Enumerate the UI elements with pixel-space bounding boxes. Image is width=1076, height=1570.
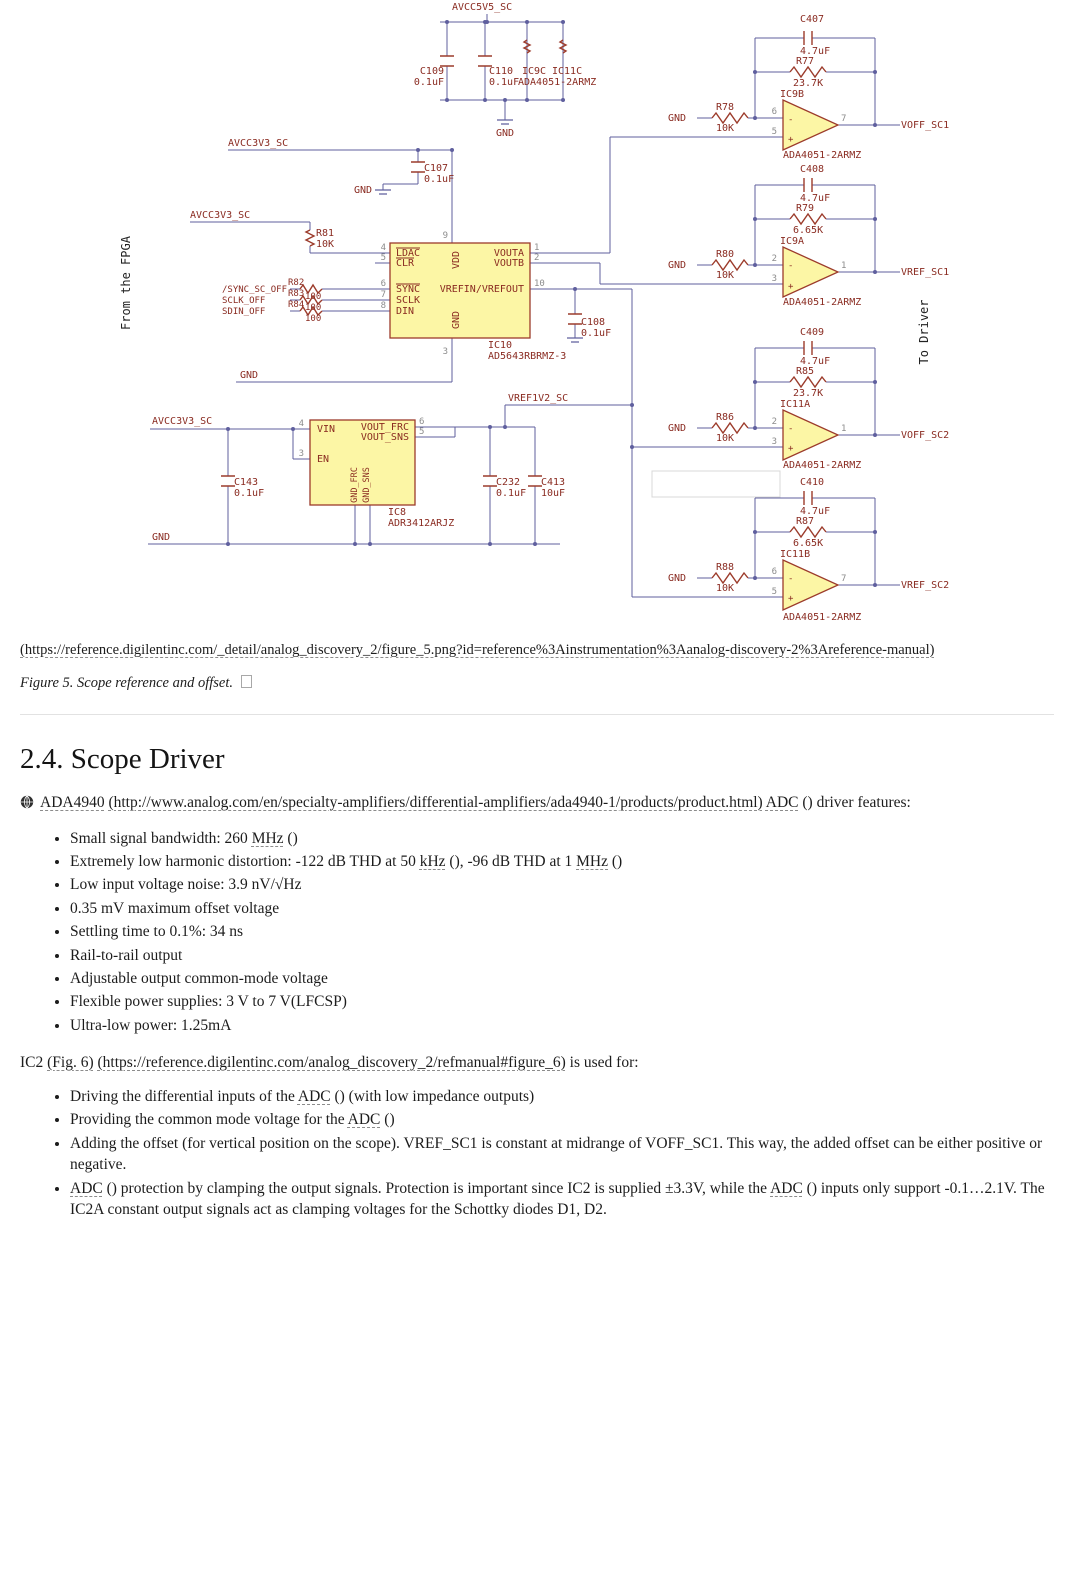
text-run: () xyxy=(380,1111,395,1129)
dac-ref: IC10 xyxy=(488,340,513,351)
cap-c143-ref: C143 xyxy=(234,477,259,488)
cap-c110-ref: C110 xyxy=(489,66,514,77)
pin-dac-3: 3 xyxy=(442,347,448,357)
pin-ic9a-2: 2 xyxy=(771,254,777,264)
net-avcc3v3-2: AVCC3V3_SC xyxy=(190,210,251,221)
res-r81-ref: R81 xyxy=(316,228,335,239)
text-run: Settling time to 0.1%: 34 ns xyxy=(70,923,244,941)
list-item xyxy=(70,968,1054,989)
pin-ic11b-6: 6 xyxy=(771,567,777,577)
cap-c407-ref: C407 xyxy=(800,14,825,25)
pin-ic11a-3: 3 xyxy=(771,437,777,447)
gnd-bottom: GND xyxy=(152,532,171,543)
pin-dac-8: 8 xyxy=(380,301,386,311)
inline-link[interactable]: MHz xyxy=(576,853,608,871)
ic8-part: ADR3412ARJZ xyxy=(388,518,455,529)
dac-pin-gnd: GND xyxy=(451,310,462,330)
figure-link-text[interactable]: (https://reference.digilentinc.com/_detail/analog_discovery_2/figure_5.png?id=reference%3Ainstrumentation%3Aanalog-discovery-2%3Areference-manual) xyxy=(20,642,935,658)
list-item xyxy=(70,991,1054,1012)
pin-ic11a-1: 1 xyxy=(841,424,847,434)
pin-dac-7: 7 xyxy=(380,290,386,300)
text-run: Low input voltage noise: 3.9 nV/√Hz xyxy=(70,876,302,894)
res-r87-ref: R87 xyxy=(796,516,815,527)
cap-c109-ref: C109 xyxy=(419,66,444,77)
pin-ic8-3: 3 xyxy=(298,449,304,459)
ic9a-part: ADA4051-2ARMZ xyxy=(783,297,862,308)
text-run: Rail-to-rail output xyxy=(70,946,183,964)
text-run: Extremely low harmonic distortion: -122 dB THD at 50 xyxy=(70,853,420,871)
list-item xyxy=(70,1109,1054,1130)
cap-c232-ref: C232 xyxy=(496,477,521,488)
net-vref1v2: VREF1V2_SC xyxy=(508,393,569,404)
ic11b-part: ADA4051-2ARMZ xyxy=(783,612,862,623)
cap-c410-ref: C410 xyxy=(800,477,825,488)
from-fpga-label: From the FPGA xyxy=(119,236,133,330)
res-r77-val: 23.7K xyxy=(793,78,824,89)
text-run: Adjustable output common-mode voltage xyxy=(70,969,328,987)
inline-link[interactable]: (Fig. 6) xyxy=(47,1054,94,1072)
section-heading: 2.4. Scope Driver xyxy=(20,742,225,775)
net-vref-sc1: VREF_SC1 xyxy=(901,267,950,278)
figure-image-link xyxy=(20,638,1044,663)
ic11a-part: ADA4051-2ARMZ xyxy=(783,460,862,471)
cap-c407-val: 4.7uF xyxy=(800,46,831,57)
pin-ic11b-7: 7 xyxy=(841,574,847,584)
gnd-r80: GND xyxy=(668,260,687,271)
res-r78-ref: R78 xyxy=(716,102,735,113)
cap-c109-val: 0.1uF xyxy=(413,77,444,88)
net-sdin-off: SDIN_OFF xyxy=(222,307,266,317)
res-r83-val: 100 xyxy=(305,303,322,313)
text-run: Adding the offset (for vertical position on the scope). VREF_SC1 is constant at midrange of VOFF_SC1. This way, the added offset can be either positive or negative. xyxy=(70,1134,1043,1174)
inline-link[interactable]: ADC xyxy=(297,1088,331,1106)
text-run: () protection by clamping the output signals. Protection is important since IC2 is supplied ±3.3V, while the xyxy=(102,1179,771,1197)
ic11a-ref: IC11A xyxy=(780,399,811,410)
res-r88-ref: R88 xyxy=(716,562,735,573)
list-item xyxy=(70,1178,1054,1221)
res-r84-val: 100 xyxy=(305,314,322,324)
dac-pin-vouta: VOUTA xyxy=(493,248,524,259)
res-r82-val: 100 xyxy=(305,292,322,302)
ic9a-ref: IC9A xyxy=(780,236,805,247)
text-run: () xyxy=(283,829,298,847)
cap-c110-val: 0.1uF xyxy=(489,77,520,88)
net-voff-sc1: VOFF_SC1 xyxy=(901,120,950,131)
ic9b-ref: IC9B xyxy=(780,89,805,100)
text-run: 0.35 mV maximum offset voltage xyxy=(70,899,280,917)
pin-ic9a-3: 3 xyxy=(771,274,777,284)
inline-link[interactable]: ADC xyxy=(765,793,799,811)
res-r86-ref: R86 xyxy=(716,412,735,423)
net-sync-off: /SYNC_SC_OFF xyxy=(222,285,288,295)
net-avcc5v5: AVCC5V5_SC xyxy=(452,2,513,13)
ic9b-part: ADA4051-2ARMZ xyxy=(783,150,862,161)
ic9a-minus: - xyxy=(788,261,794,271)
list-item xyxy=(70,1133,1054,1176)
ic8-ref: IC8 xyxy=(388,507,407,518)
pin-dac-4: 4 xyxy=(380,243,386,253)
net-avcc3v3-3: AVCC3V3_SC xyxy=(152,416,213,427)
inline-link[interactable]: ADC xyxy=(770,1179,803,1197)
pin-dac-6: 6 xyxy=(380,279,386,289)
text-run: (), -96 dB THD at 1 xyxy=(445,853,577,871)
res-r87-val: 6.65K xyxy=(793,538,824,549)
res-r80-ref: R80 xyxy=(716,249,735,260)
cap-c143-val: 0.1uF xyxy=(234,488,265,499)
dac-pin-ldac: LDAC xyxy=(396,248,421,259)
pin-dac-9: 9 xyxy=(442,231,448,241)
cap-c107-val: 0.1uF xyxy=(424,174,455,185)
pin-ic11a-2: 2 xyxy=(771,417,777,427)
ic8-pin-en: EN xyxy=(317,454,330,465)
cap-c107-ref: C107 xyxy=(424,163,449,174)
ic11a-minus: - xyxy=(788,424,794,434)
dac-pin-voutb: VOUTB xyxy=(493,258,524,269)
net-sclk-off: SCLK_OFF xyxy=(222,296,266,306)
net-vref-sc2: VREF_SC2 xyxy=(901,580,950,591)
ic-bodies xyxy=(310,100,838,610)
cap-c408-val: 4.7uF xyxy=(800,193,831,204)
inline-link[interactable]: ADA4940 xyxy=(40,793,105,811)
ic9a-plus: + xyxy=(788,282,794,292)
inline-link[interactable]: (http://www.analog.com/en/specialty-amplifiers/differential-amplifiers/ada4940-1/products/product.html) xyxy=(108,793,763,811)
text-run: () inputs only support -0.1…2.1V. The IC2A constant output signals act as clamping voltages for the Schottky diodes D1, D2. xyxy=(70,1179,1045,1218)
to-driver-label: To Driver xyxy=(917,299,931,365)
res-r79-val: 6.65K xyxy=(793,225,824,236)
scope-reference-offset-schematic[interactable] xyxy=(0,0,1076,632)
pin-dac-5: 5 xyxy=(380,253,386,263)
gnd-c107: GND xyxy=(353,185,372,196)
text-run: is used for: xyxy=(565,1054,639,1072)
inline-link[interactable]: MHz xyxy=(251,829,284,847)
net-avcc3v3-1: AVCC3V3_SC xyxy=(228,138,289,149)
pin-ic9b-7: 7 xyxy=(841,114,847,124)
cap-c413-ref: C413 xyxy=(541,477,566,488)
net-voff-sc2: VOFF_SC2 xyxy=(901,430,950,441)
pin-ic8-6: 6 xyxy=(419,417,425,427)
pin-ic9a-1: 1 xyxy=(841,261,847,271)
res-r79-ref: R79 xyxy=(796,203,815,214)
text-run: () xyxy=(608,853,623,871)
res-r77-ref: R77 xyxy=(796,56,815,67)
res-r84-ref: R84 xyxy=(288,300,305,310)
figure-5-schematic[interactable] xyxy=(0,0,1076,632)
intro-text xyxy=(40,794,911,811)
ic9b-plus: + xyxy=(788,135,794,145)
ic11b-minus: - xyxy=(788,574,794,584)
text-run: () xyxy=(798,793,813,811)
section-divider xyxy=(20,714,1054,715)
intro-paragraph xyxy=(20,792,1054,816)
pin-dac-2: 2 xyxy=(534,253,540,263)
pin-dac-1: 1 xyxy=(534,243,540,253)
ic9b-minus: - xyxy=(788,115,794,125)
gnd-dac: GND xyxy=(240,370,259,381)
text-run: driver features: xyxy=(812,793,911,811)
ic8-pin-vin: VIN xyxy=(317,424,336,435)
ic11b-ref: IC11B xyxy=(780,549,811,560)
list-item xyxy=(70,921,1054,942)
cap-c409-ref: C409 xyxy=(800,327,825,338)
list-item xyxy=(70,1015,1054,1036)
gnd-r88: GND xyxy=(668,573,687,584)
dac-pin-sync: SYNC xyxy=(396,284,421,295)
gnd-r78: GND xyxy=(668,113,687,124)
artifact-box xyxy=(652,471,780,497)
text-run: Driving the differential inputs of the xyxy=(70,1088,298,1106)
ic2-paragraph xyxy=(20,1052,1054,1074)
dac-pin-sclk: SCLK xyxy=(396,295,421,306)
res-r81-val: 10K xyxy=(316,239,335,250)
pin-ic11b-5: 5 xyxy=(771,587,777,597)
list-item xyxy=(70,851,1054,872)
ic11c-ref: IC11C xyxy=(552,66,583,77)
ic8-pin-voutsns: VOUT_SNS xyxy=(360,432,409,443)
ic9c-ref: IC9C xyxy=(522,66,547,77)
dac-pin-clr: CLR xyxy=(396,258,415,269)
res-r85-val: 23.7K xyxy=(793,388,824,399)
cap-c108-val: 0.1uF xyxy=(581,328,612,339)
figure-caption-text: Figure 5. Scope reference and offset. xyxy=(20,674,234,691)
res-r88-val: 10K xyxy=(716,583,735,594)
res-r80-val: 10K xyxy=(716,270,735,281)
anchor-link-icon[interactable] xyxy=(241,675,252,688)
inline-link[interactable]: ADC xyxy=(70,1179,103,1197)
gnd-r86: GND xyxy=(668,423,687,434)
dac-pin-din: DIN xyxy=(396,306,415,317)
list-item xyxy=(70,874,1054,895)
ic11a-plus: + xyxy=(788,444,794,454)
dac-part: AD5643RBRMZ-3 xyxy=(488,351,567,362)
dac-pin-vref: VREFIN/VREFOUT xyxy=(439,284,524,295)
inline-link[interactable]: kHz xyxy=(419,853,446,871)
ic11b-plus: + xyxy=(788,594,794,604)
inline-link[interactable]: ADC xyxy=(347,1111,381,1129)
features-list xyxy=(20,828,1054,1036)
cap-c408-ref: C408 xyxy=(800,164,825,175)
gnd-top: GND xyxy=(495,128,515,139)
dac-pin-vdd: VDD xyxy=(451,250,462,270)
uses-list xyxy=(20,1086,1054,1220)
pin-ic8-4: 4 xyxy=(298,419,304,429)
globe-icon xyxy=(20,794,34,816)
res-r83-ref: R83 xyxy=(288,289,305,299)
text-run: Flexible power supplies: 3 V to 7 V(LFCSP) xyxy=(70,993,347,1011)
cap-c232-val: 0.1uF xyxy=(496,488,527,499)
res-r86-val: 10K xyxy=(716,433,735,444)
text-run: IC2 xyxy=(20,1054,48,1072)
list-item xyxy=(70,898,1054,919)
ic8-pin-gndfrc: GND_FRC xyxy=(350,467,360,503)
text-run: () (with low impedance outputs) xyxy=(330,1088,535,1106)
article-body xyxy=(0,638,1076,1262)
res-r82-ref: R82 xyxy=(288,278,305,288)
text-run: Small signal bandwidth: 260 xyxy=(70,829,252,847)
res-r78-val: 10K xyxy=(716,123,735,134)
list-item xyxy=(70,1086,1054,1107)
list-item xyxy=(70,945,1054,966)
ic8-pin-voutfrc: VOUT_FRC xyxy=(360,422,409,433)
ic8-pin-gndsns: GND_SNS xyxy=(362,467,372,503)
pin-dac-10: 10 xyxy=(534,279,545,289)
list-item xyxy=(70,828,1054,849)
inline-link[interactable]: (https://reference.digilentinc.com/analog_discovery_2/refmanual#figure_6) xyxy=(97,1054,566,1072)
cap-c410-val: 4.7uF xyxy=(800,506,831,517)
pin-ic9b-5: 5 xyxy=(771,127,777,137)
text-run: Ultra-low power: 1.25mA xyxy=(70,1016,232,1034)
cap-c409-val: 4.7uF xyxy=(800,356,831,367)
text-run: Providing the common mode voltage for the xyxy=(70,1111,348,1129)
res-r85-ref: R85 xyxy=(796,366,815,377)
cap-c413-val: 10uF xyxy=(541,488,566,499)
cap-c108-ref: C108 xyxy=(581,317,606,328)
pin-ic8-5: 5 xyxy=(419,427,425,437)
pin-ic9b-6: 6 xyxy=(771,107,777,117)
figure-caption xyxy=(20,675,1054,692)
ic9c-part: ADA4051-2ARMZ xyxy=(518,77,597,88)
